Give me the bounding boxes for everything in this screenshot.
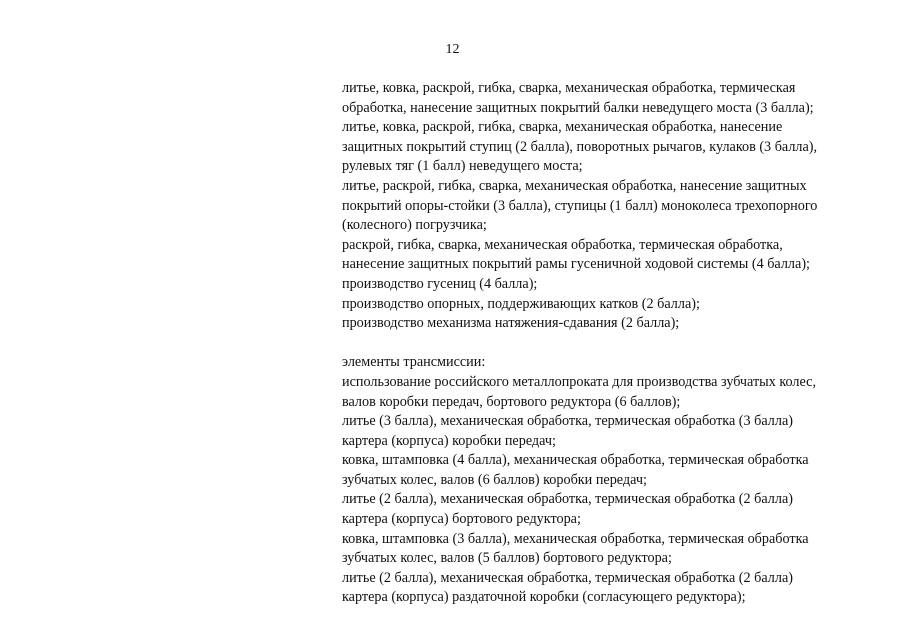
text-line: литье, ковка, раскрой, гибка, сварка, механическая обработка, нанесение <box>342 119 783 136</box>
text-line: литье (3 балла), механическая обработка, термическая обработка (3 балла) <box>342 413 793 430</box>
text-line: элементы трансмиссии: <box>342 354 486 371</box>
text-line: литье (2 балла), механическая обработка, термическая обработка (2 балла) <box>342 491 793 508</box>
text-line: валов коробки передач, бортового редуктора (6 баллов); <box>342 393 681 410</box>
text-line: обработка, нанесение защитных покрытий балки неведущего моста (3 балла); <box>342 99 814 116</box>
text-line: зубчатых колес, валов (5 баллов) бортового редуктора; <box>342 550 672 567</box>
text-line: раскрой, гибка, сварка, механическая обработка, термическая обработка, <box>342 236 783 253</box>
text-line: картера (корпуса) коробки передач; <box>342 432 556 449</box>
text-line: использование российского металлопроката для производства зубчатых колес, <box>342 373 816 390</box>
text-line: картера (корпуса) раздаточной коробки (согласующего редуктора); <box>342 589 746 606</box>
blank-line <box>342 334 867 354</box>
text-line: нанесение защитных покрытий рамы гусеничной ходовой системы (4 балла); <box>342 256 810 273</box>
text-line: покрытий опоры-стойки (3 балла), ступицы (1 балл) моноколеса трехопорного <box>342 197 818 214</box>
text-line: зубчатых колес, валов (6 баллов) коробки передач; <box>342 471 647 488</box>
text-line: производство опорных, поддерживающих катков (2 балла); <box>342 295 700 312</box>
text-line: рулевых тяг (1 балл) неведущего моста; <box>342 158 583 175</box>
text-line: защитных покрытий ступиц (2 балла), поворотных рычагов, кулаков (3 балла), <box>342 138 818 155</box>
text-line: картера (корпуса) бортового редуктора; <box>342 511 581 528</box>
document-body <box>342 79 867 608</box>
text-line: литье (2 балла), механическая обработка, термическая обработка (2 балла) <box>342 569 793 586</box>
text-line: производство гусениц (4 балла); <box>342 275 538 292</box>
text-line: ковка, штамповка (3 балла), механическая обработка, термическая обработка <box>342 530 809 547</box>
text-line: (колесного) погрузчика; <box>342 217 487 234</box>
text-line: литье, раскрой, гибка, сварка, механическая обработка, нанесение защитных <box>342 177 807 194</box>
text-line: ковка, штамповка (4 балла), механическая обработка, термическая обработка <box>342 452 809 469</box>
text-line: литье, ковка, раскрой, гибка, сварка, механическая обработка, термическая <box>342 80 796 96</box>
page-number: 12 <box>445 42 460 57</box>
text-line: производство механизма натяжения-сдавания (2 балла); <box>342 315 680 332</box>
